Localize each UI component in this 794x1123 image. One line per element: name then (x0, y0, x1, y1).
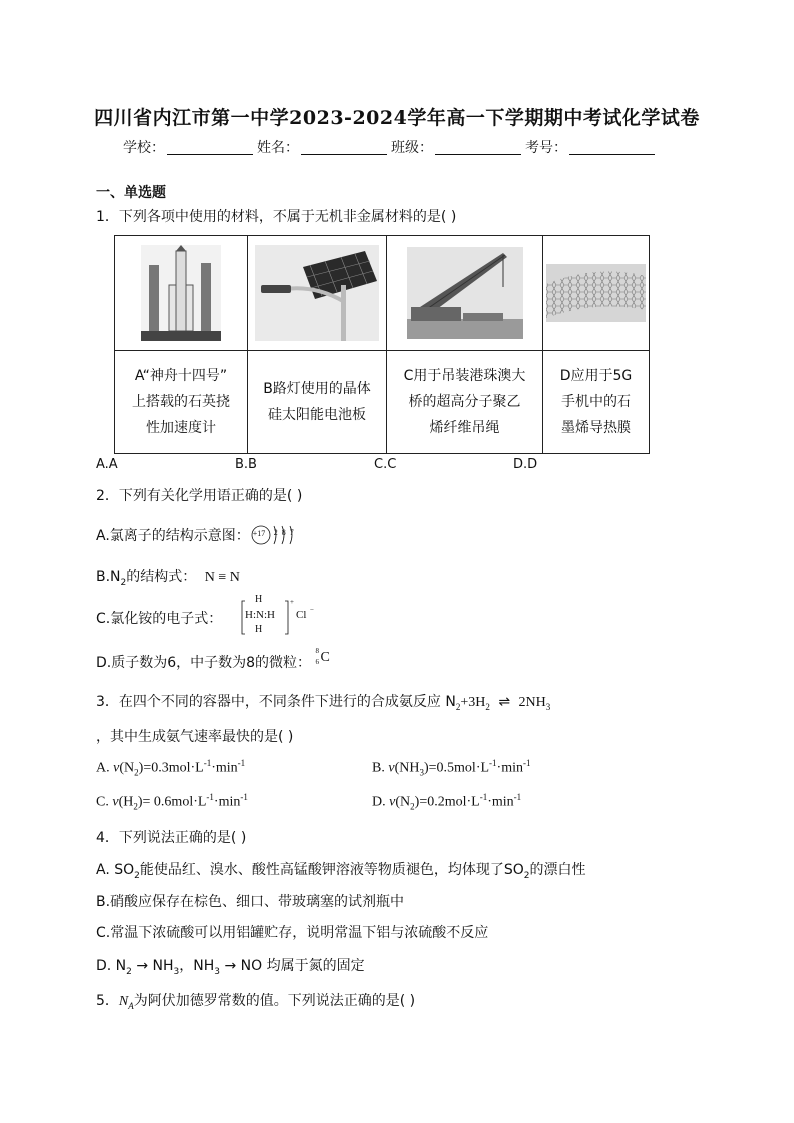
q5-stem-text: 为阿伏加德罗常数的值。下列说法正确的是( ) (133, 993, 416, 1009)
q4-stem: 4．下列说法正确的是( ) (96, 830, 247, 846)
nucleus-charge: +17 (252, 529, 266, 538)
q4-option-c[interactable]: C.常温下浓硫酸可以用铝罐贮存，说明常温下铝与浓硫酸不反应 (96, 925, 489, 941)
graphene-image (546, 264, 646, 322)
q3-d-unit: ·min (487, 794, 514, 810)
school-label: 学校： (123, 140, 165, 156)
q3-option-c[interactable]: C. $v(H_2)= 0.6mol\cdot L^{-1}\cdot\min^{-1}$ (96, 792, 248, 812)
q4-a-sub2: 2 (523, 870, 530, 881)
q3-a-prefix: A. (96, 760, 114, 776)
bottom-hydrogen: H (255, 624, 263, 635)
q3-c-exp1: -1 (206, 792, 214, 802)
q1-options (96, 457, 656, 472)
q2-option-a[interactable] (96, 524, 302, 546)
q3-b-species: NH (399, 760, 420, 776)
class-label: 班级： (391, 140, 433, 156)
element-symbol: C (320, 650, 330, 665)
solar-light-image-cell (248, 236, 387, 351)
q3-c-species: H (123, 794, 134, 810)
electron-shells: 2 8 7 (273, 528, 295, 537)
q3-d-value: =0.2mol·L (419, 794, 480, 810)
q3-d-exp2: -1 (513, 792, 522, 802)
q4-d-sub2: 3 (173, 966, 180, 977)
avogadro-sub: A (128, 1000, 134, 1011)
q1-cell-c (387, 351, 543, 454)
q3-sub2: 2 (485, 701, 490, 712)
q1-cell-c-line1: C用于吊装港珠澳大 (403, 368, 526, 384)
q4-a-part2: 能使品红、溴水、酸性高锰酸钾溶液等物质褪色，均体现了SO (139, 862, 524, 878)
q3-stem (96, 691, 550, 712)
q3-option-a[interactable]: A. $v(N_2)=0.3mol\cdot L^{-1}\cdot\min^{-1}$ (96, 758, 246, 778)
avogadro-symbol: N (118, 994, 129, 1009)
q1-cell-d-line2: 手机中的石 (561, 394, 631, 410)
q5-stem (96, 990, 415, 1011)
q4-a-part3: 的漂白性 (529, 862, 586, 878)
q2-option-d[interactable] (96, 647, 332, 672)
q3-b-unit: ·min (496, 760, 523, 776)
rocket-image-cell (115, 236, 248, 351)
q1-option-a[interactable]: A.A (96, 457, 118, 472)
q1-cell-a-line2: 上搭载的石英挠 (132, 394, 230, 410)
q1-cell-a-line3: 性加速度计 (146, 420, 216, 436)
q3-c-unit: ·min (213, 794, 241, 810)
ammonium-chloride-electron-formula (241, 596, 321, 638)
q4-d-sub3: 3 (214, 966, 220, 977)
q1-cell-d (543, 351, 650, 454)
q3-c-sub: 2 (133, 801, 138, 812)
carbon-isotope (315, 647, 332, 667)
crane-ship-image (407, 247, 523, 339)
q3-c-exp2: -1 (240, 792, 248, 802)
q3-a-unit: ·min (211, 760, 238, 776)
minus-charge: − (310, 606, 314, 614)
q3-a-exp1: -1 (203, 758, 212, 768)
q1-cell-c-line2: 桥的超高分子聚乙 (408, 394, 521, 410)
q3-d-exp1: -1 (479, 792, 488, 802)
section-heading: 一、单选题 (96, 185, 166, 201)
q1-cell-b-line2: 硅太阳能电池板 (268, 407, 366, 423)
q1-cell-b-line1: B路灯使用的晶体 (263, 381, 371, 397)
q3-d-prefix: D. (372, 794, 390, 810)
q3-stem2: ，其中生成氨气速率最快的是( ) (96, 729, 294, 745)
q4-option-d[interactable] (96, 955, 365, 977)
atomic-number: 6 (315, 658, 319, 666)
q1-option-b[interactable]: B.B (235, 457, 257, 472)
name-label: 姓名： (257, 140, 299, 156)
q3-option-d[interactable]: D. $v(N_2)=0.2mol\cdot L^{-1}\cdot\min^{-1}$ (372, 792, 522, 812)
q3-c-value: = 0.6mol·L (142, 794, 207, 810)
class-blank[interactable] (435, 140, 521, 155)
school-blank[interactable] (167, 140, 253, 155)
q4-d-part4: → NO 均属于氮的固定 (220, 958, 365, 974)
q3-b-exp1: -1 (489, 758, 497, 768)
number-blank[interactable] (569, 140, 655, 155)
q1-stem: 1．下列各项中使用的材料，不属于无机非金属材料的是( ) (96, 209, 457, 225)
q4-d-part2: → NH (131, 958, 174, 974)
q1-cell-a-line1: A“神舟十四号” (134, 368, 228, 384)
q3-a-exp2: -1 (237, 758, 246, 768)
chloride: Cl (296, 609, 307, 621)
name-blank[interactable] (301, 140, 387, 155)
q1-cell-d-line1: D应用于5G (559, 368, 633, 384)
q3-stem-text: 3．在四个不同的容器中，不同条件下进行的合成氨反应 N (96, 694, 456, 710)
q4-d-part3: ，NH (179, 958, 215, 974)
student-info-row (123, 137, 659, 157)
q4-d-sub1: 2 (126, 966, 132, 977)
q3-mid: +3H (460, 695, 486, 710)
n2-structural-formula: N ≡ N (204, 570, 240, 585)
q3-b-exp2: -1 (522, 758, 531, 768)
q2-option-c-text: C.氯化铵的电子式： (96, 611, 223, 627)
bracket-icon (241, 600, 291, 636)
q1-cell-a (115, 351, 248, 454)
q2-option-b-text: B.N (96, 569, 121, 585)
q3-tail: 2NH (518, 695, 546, 710)
reversible-arrow: ⇌ (498, 694, 511, 710)
q3-d-species: N (400, 794, 411, 810)
q1-table (114, 235, 650, 454)
q2-stem: 2．下列有关化学用语正确的是( ) (96, 488, 303, 504)
q3-d-sub: 2 (410, 801, 415, 812)
middle-row: H:N:H (245, 609, 275, 621)
number-label: 考号： (525, 140, 567, 156)
q4-option-b[interactable]: B.硝酸应保存在棕色、细口、带玻璃塞的试剂瓶中 (96, 894, 405, 910)
plus-charge: + (290, 598, 294, 606)
q4-option-a[interactable] (96, 859, 586, 881)
q4-a-part1: A. SO (96, 862, 135, 878)
q2-option-b-sub: 2 (120, 577, 127, 588)
top-hydrogen: H (255, 594, 263, 605)
solar-street-light-image (255, 245, 379, 341)
q1-option-c[interactable]: C.C (374, 457, 397, 472)
q2-option-b-tail: 的结构式： (126, 569, 197, 585)
q3-b-sub: 3 (419, 767, 424, 778)
q3-sub1: 2 (455, 701, 461, 712)
rocket-image (141, 245, 221, 341)
q5-number: 5． (96, 993, 119, 1009)
q3-b-value: =0.5mol·L (428, 760, 490, 776)
q1-cell-c-line3: 烯纤维吊绳 (429, 420, 500, 436)
q3-b-prefix: B. (372, 760, 389, 776)
graphene-image-cell (543, 236, 650, 351)
q1-cell-b (248, 351, 387, 454)
exam-title: 四川省内江市第一中学2023-2024学年高一下学期期中考试化学试卷 (94, 107, 700, 129)
q3-a-value: =0.3mol·L (143, 760, 204, 776)
q3-option-b[interactable]: B. $v(NH_3)=0.5mol\cdot L^{-1}\cdot\min^{-1}$ (372, 758, 531, 778)
q2-option-d-text: D.质子数为6，中子数为8的微粒： (96, 655, 312, 671)
q3-sub3: 3 (545, 701, 551, 712)
q1-option-d[interactable]: D.D (513, 457, 538, 472)
q4-d-part1: D. N (96, 958, 127, 974)
q2-option-a-text: A.氯离子的结构示意图： (96, 528, 250, 544)
q1-cell-d-line3: 墨烯导热膜 (561, 420, 631, 436)
q3-a-species: N (124, 760, 135, 776)
q4-a-sub1: 2 (134, 870, 140, 881)
q3-a-sub: 2 (134, 767, 139, 778)
crane-image-cell (387, 236, 543, 351)
q3-c-prefix: C. (96, 794, 113, 810)
mass-number: 8 (315, 647, 319, 655)
q2-option-b[interactable] (96, 566, 240, 588)
chloride-ion-diagram (250, 524, 302, 546)
